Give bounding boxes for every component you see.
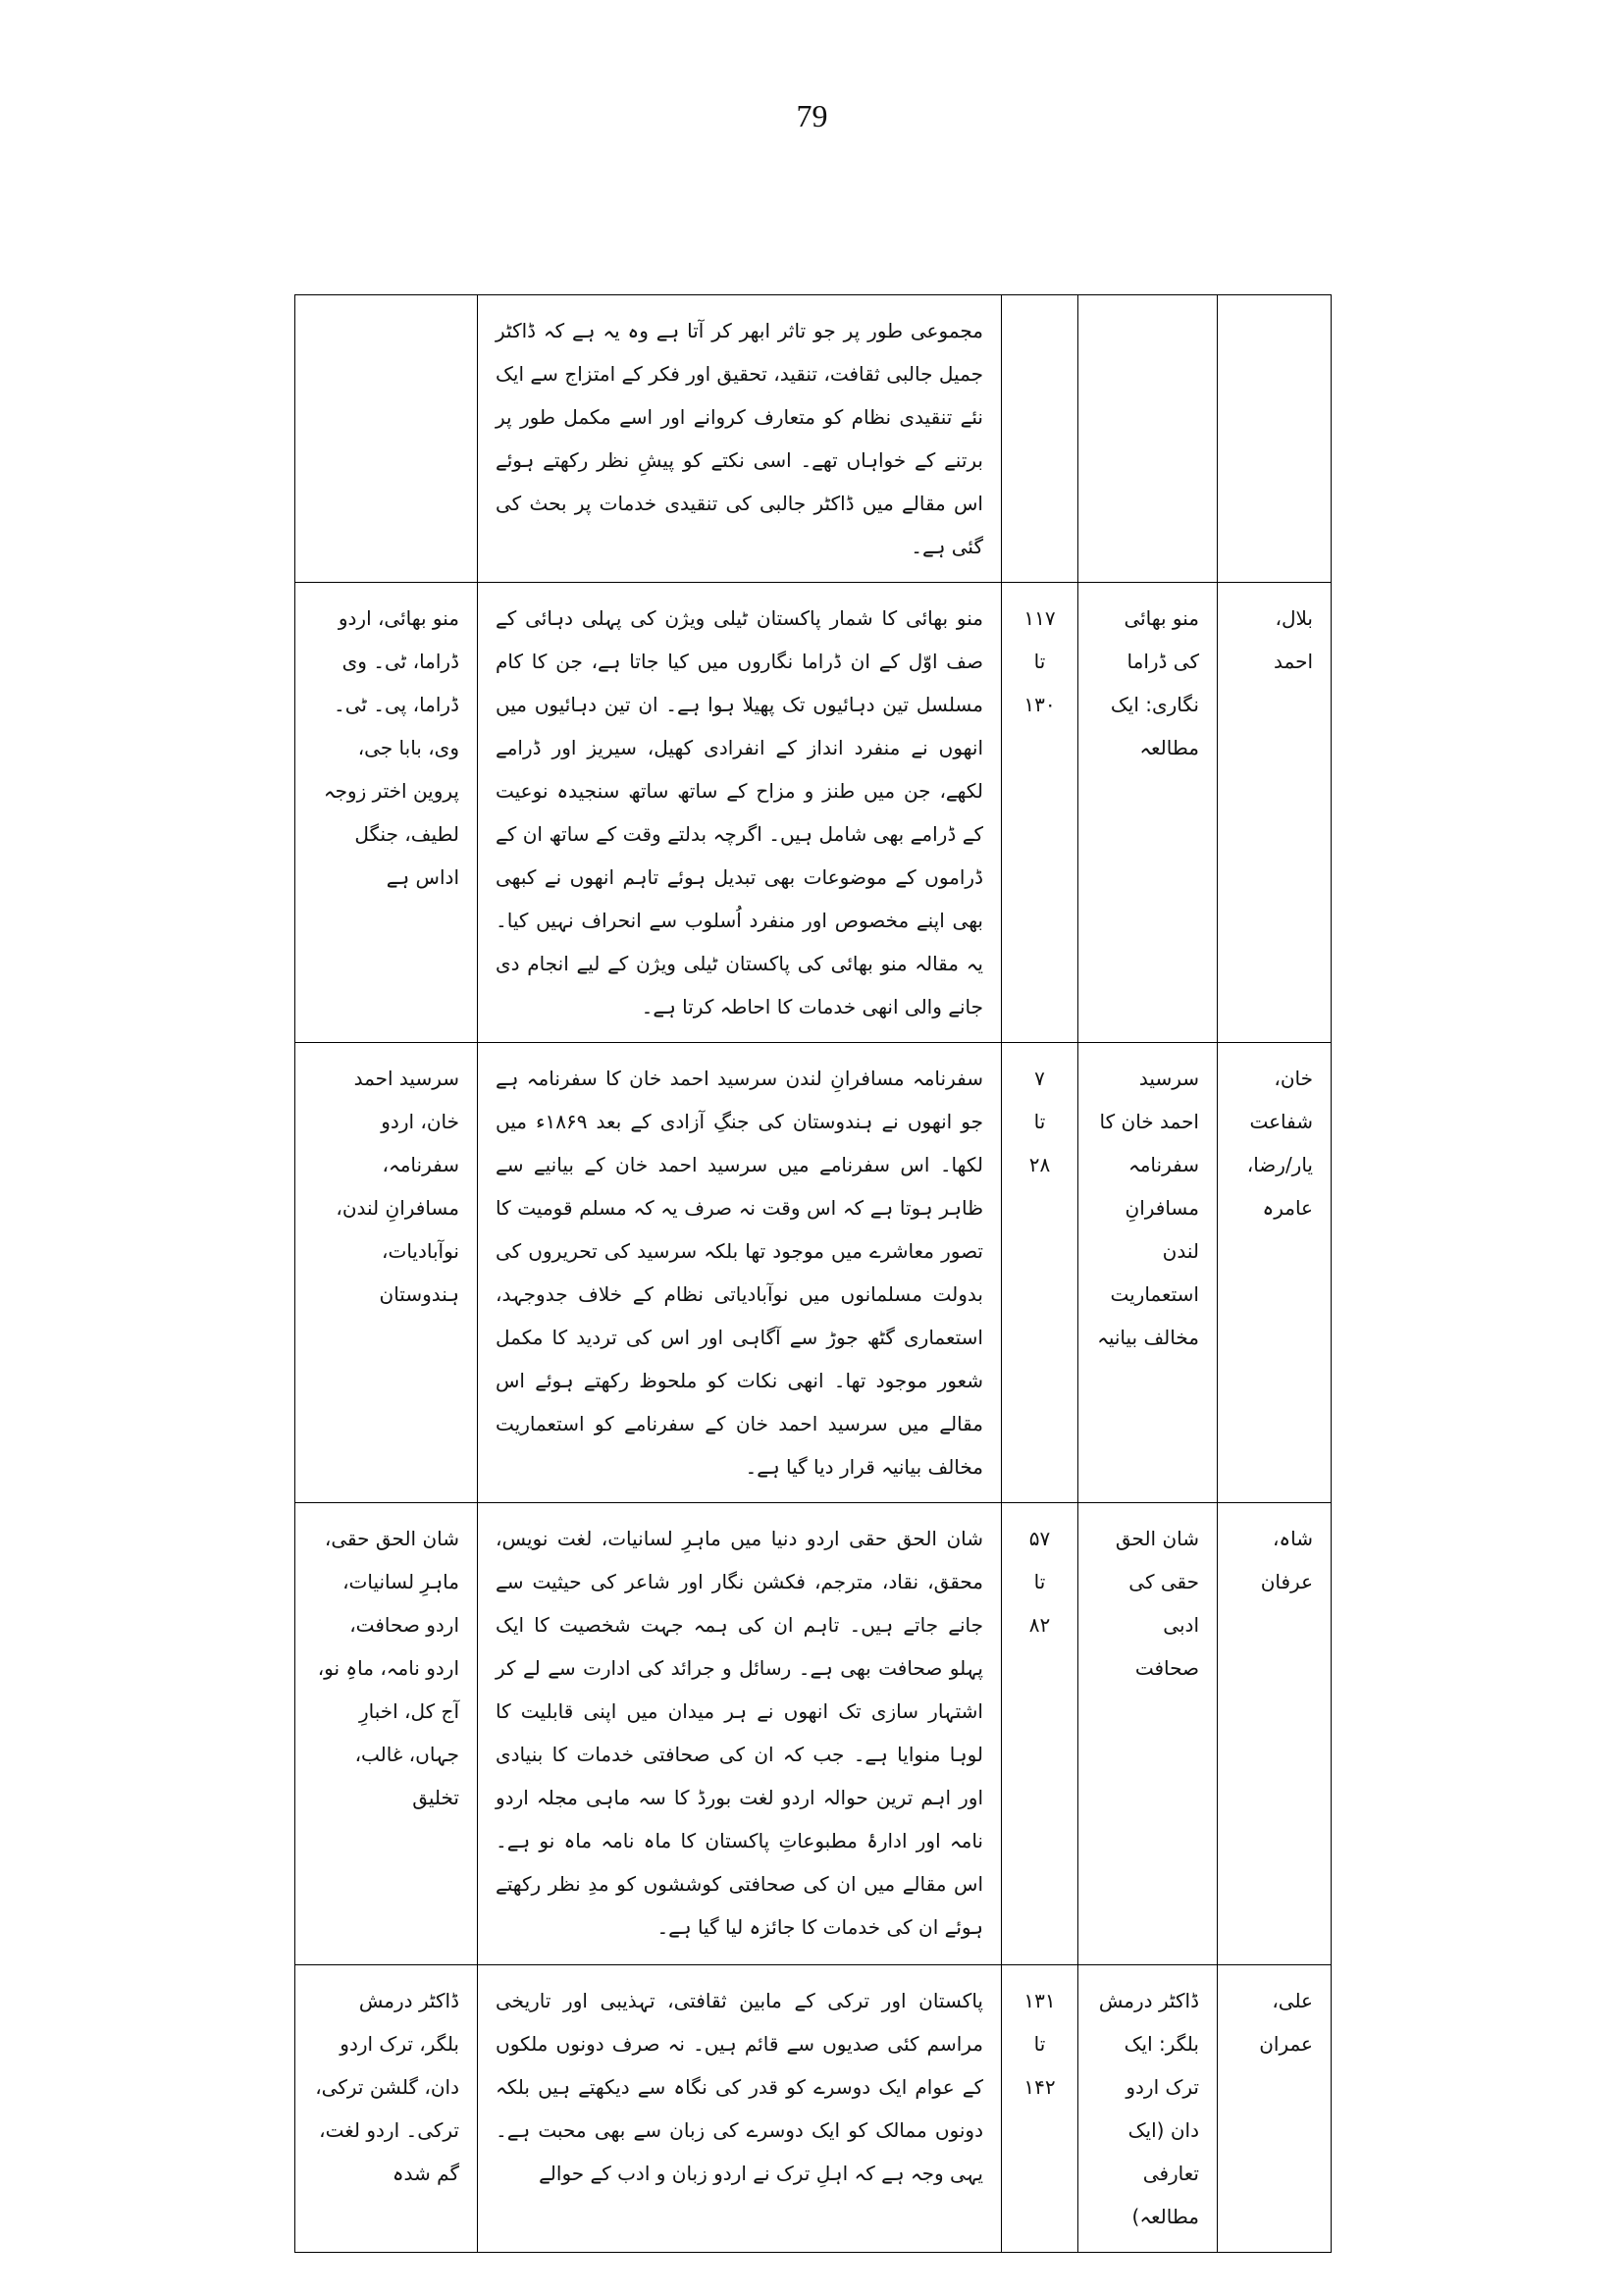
table-row xyxy=(295,1503,1332,1965)
table-row xyxy=(295,295,1332,583)
keywords-cell xyxy=(295,295,478,583)
page-range-separator: تا xyxy=(1033,1570,1046,1593)
keywords-cell: سرسید احمد خان، اردو سفرنامہ، مسافرانِ لندن، نوآبادیات، ہندوستان xyxy=(295,1043,478,1503)
title-cell: شان الحق حقی کی ادبی صحافت xyxy=(1078,1503,1218,1965)
pages-cell xyxy=(1002,1503,1078,1965)
page-end: ۸۲ xyxy=(1028,1613,1051,1637)
pages-cell xyxy=(1002,295,1078,583)
keywords-cell: ڈاکٹر درمش بلگر، ترک اردو دان، گلشن ترکی، ترکی۔ اردو لغت، گم شدہ xyxy=(295,1965,478,2253)
table-row xyxy=(295,583,1332,1043)
keywords-cell: منو بھائی، اردو ڈراما، ٹی۔ وی ڈراما، پی۔ ٹی۔ وی، بابا جی، پروین اختر زوجہ لطیف، جنگل اداس ہے xyxy=(295,583,478,1043)
abstract-cell: شان الحق حقی اردو دنیا میں ماہرِ لسانیات، لغت نویس، محقق، نقاد، مترجم، فکشن نگار اور شاعر کی حیثیت سے جانے جاتے ہیں۔ تاہم ان کی ہمہ جہت شخصیت کا ایک پہلو صحافت بھی ہے۔ رسائل و جرائد کی ادارت سے لے کر اشتہار سازی تک انھوں نے ہر میدان میں اپنی قابلیت کا لوہا منوایا ہے۔ جب کہ ان کی صحافتی خدمات کا بنیادی اور اہم ترین حوالہ اردو لغت بورڈ کا سہ ماہی مجلہ اردو نامہ اور ادارۂ مطبوعاتِ پاکستان کا ماہ نامہ ماہ نو ہے۔ اس مقالے میں ان کی صحافتی کوششوں کو مدِ نظر رکھتے ہوئے ان کی خدمات کا جائزہ لیا گیا ہے۔ xyxy=(478,1503,1002,1965)
page-start: ۱۳۱ xyxy=(1023,1989,1056,2012)
abstract-cell: مجموعی طور پر جو تاثر ابھر کر آتا ہے وہ یہ ہے کہ ڈاکٹر جمیل جالبی ثقافت، تنقید، تحقیق اور فکر کے امتزاج سے ایک نئے تنقیدی نظام کو متعارف کروانے اور اسے مکمل طور پر برتنے کے خواہاں تھے۔ اسی نکتے کو پیشِ نظر رکھتے ہوئے اس مقالے میں ڈاکٹر جالبی کی تنقیدی خدمات پر بحث کی گئی ہے۔ xyxy=(478,295,1002,583)
author-cell: علی، عمران xyxy=(1218,1965,1332,2253)
abstract-cell: منو بھائی کا شمار پاکستان ٹیلی ویژن کی پہلی دہائی کے صف اوّل کے ان ڈراما نگاروں میں کیا جاتا ہے، جن کا کام مسلسل تین دہائیوں تک پھیلا ہوا ہے۔ ان تین دہائیوں میں انھوں نے منفرد انداز کے انفرادی کھیل، سیریز اور ڈرامے لکھے، جن میں طنز و مزاح کے ساتھ ساتھ سنجیدہ نوعیت کے ڈرامے بھی شامل ہیں۔ اگرچہ بدلتے وقت کے ساتھ ان کے ڈراموں کے موضوعات بھی تبدیل ہوئے تاہم انھوں نے کبھی بھی اپنے مخصوص اور منفرد اُسلوب سے انحراف نہیں کیا۔ یہ مقالہ منو بھائی کی پاکستان ٹیلی ویژن کے لیے انجام دی جانے والی انھی خدمات کا احاطہ کرتا ہے۔ xyxy=(478,583,1002,1043)
page-range-separator: تا xyxy=(1033,650,1046,673)
page-start: ۷ xyxy=(1034,1067,1045,1090)
page-end: ۲۸ xyxy=(1028,1153,1051,1176)
page-start: ۱۱۷ xyxy=(1023,606,1056,630)
author-cell: بلال، احمد xyxy=(1218,583,1332,1043)
page-range-separator: تا xyxy=(1033,2032,1046,2056)
page-range-separator: تا xyxy=(1033,1110,1046,1133)
page-end: ۱۴۲ xyxy=(1023,2075,1056,2099)
pages-cell xyxy=(1002,583,1078,1043)
author-cell xyxy=(1218,295,1332,583)
pages-cell xyxy=(1002,1043,1078,1503)
pages-cell xyxy=(1002,1965,1078,2253)
page-end: ۱۳۰ xyxy=(1023,693,1056,716)
keywords-cell: شان الحق حقی، ماہرِ لسانیات، اردو صحافت، اردو نامہ، ماہِ نو، آج کل، اخبارِ جہاں، غالب، تخلیق xyxy=(295,1503,478,1965)
title-cell: منو بھائی کی ڈراما نگاری: ایک مطالعہ xyxy=(1078,583,1218,1043)
article-index-table xyxy=(294,294,1332,2253)
table-row xyxy=(295,1043,1332,1503)
table-row xyxy=(295,1965,1332,2253)
abstract-cell: پاکستان اور ترکی کے مابین ثقافتی، تہذیبی اور تاریخی مراسم کئی صدیوں سے قائم ہیں۔ نہ صرف دونوں ملکوں کے عوام ایک دوسرے کو قدر کی نگاہ سے دیکھتے ہیں بلکہ دونوں ممالک کو ایک دوسرے کی زبان سے بھی محبت ہے۔ یہی وجہ ہے کہ اہلِ ترک نے اردو زبان و ادب کے حوالے xyxy=(478,1965,1002,2253)
abstract-cell: سفرنامہ مسافرانِ لندن سرسید احمد خان کا سفرنامہ ہے جو انھوں نے ہندوستان کی جنگِ آزادی کے بعد ۱۸۶۹ء میں لکھا۔ اس سفرنامے میں سرسید احمد خان کے بیانیے سے ظاہر ہوتا ہے کہ اس وقت نہ صرف یہ کہ مسلم قومیت کا تصور معاشرے میں موجود تھا بلکہ سرسید کی تحریروں کی بدولت مسلمانوں میں نوآبادیاتی نظام کے خلاف جدوجہد، استعماری گٹھ جوڑ سے آگاہی اور اس کی تردید کا مکمل شعور موجود تھا۔ انھی نکات کو ملحوظ رکھتے ہوئے اس مقالے میں سرسید احمد خان کے سفرنامے کو استعماریت مخالف بیانیہ قرار دیا گیا ہے۔ xyxy=(478,1043,1002,1503)
author-cell: شاہ، عرفان xyxy=(1218,1503,1332,1965)
title-cell: ڈاکٹر درمش بلگر: ایک ترک اردو دان (ایک تعارفی مطالعہ) xyxy=(1078,1965,1218,2253)
title-cell xyxy=(1078,295,1218,583)
page-number: 79 xyxy=(796,98,828,133)
page-start: ۵۷ xyxy=(1028,1527,1051,1550)
title-cell: سرسید احمد خان کا سفرنامہ مسافرانِ لندن استعماریت مخالف بیانیہ xyxy=(1078,1043,1218,1503)
author-cell: خان، شفاعت یار/رضا، عامرہ xyxy=(1218,1043,1332,1503)
